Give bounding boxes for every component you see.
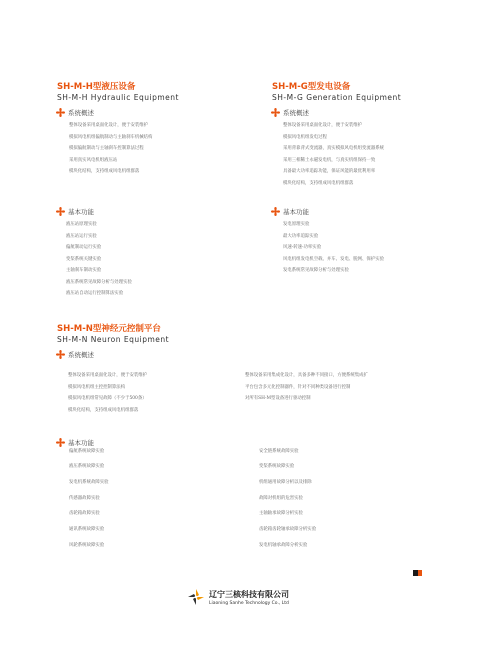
list-item: 整体设备采用桌面化设计，便于安装维护 — [68, 373, 148, 378]
list-item: 整体设备采用桌面化设计，便于安装维护 — [69, 123, 149, 128]
neuron-functions-right-list — [259, 428, 316, 554]
list-item: 液压系统故障实验 — [69, 464, 105, 470]
sanhe-logo-icon — [187, 588, 205, 606]
list-item: 齿轮箱齿轮轴承故障分析实验 — [259, 527, 317, 533]
section-label: 基本功能 — [283, 208, 309, 216]
list-item: 安全链系统故障实验 — [259, 448, 299, 454]
list-item: 整体设备采用桌面化设计，便于安装维护 — [283, 123, 363, 128]
list-item: 故障对机组的危害实验 — [259, 495, 303, 501]
list-item: 通讯系统故障实验 — [69, 527, 105, 533]
list-item: 发电原理实验 — [283, 222, 310, 227]
hydraulic-functions-list — [66, 219, 132, 300]
hydraulic-title-en: SH-M-H Hydraulic Equipment — [57, 93, 179, 102]
pinwheel-icon — [56, 207, 65, 216]
list-item: 发电机轴承故障分析实验 — [259, 542, 308, 548]
neuron-title-en: SH-M-N Neuron Equipment — [57, 335, 170, 344]
neuron-overview-heading — [56, 350, 94, 359]
list-item: 模拟风电机组偏航制动与主轴刹车机械结构 — [69, 134, 153, 140]
list-item: 模拟风电机组常见故障（不少于500条） — [68, 396, 147, 401]
list-item: 风电机组发电机空载、并车、发电、脱网、保护实验 — [283, 256, 384, 262]
hydraulic-overview-list — [69, 120, 152, 178]
list-item: 采用三相稀土永磁发电机，与真实机组保持一致 — [283, 157, 376, 163]
list-item: 模块化结构，支持组成风电机组群落 — [283, 180, 354, 186]
generation-overview-heading — [271, 108, 309, 117]
list-item: 对所有SH-M型设备进行驱动控制 — [245, 396, 311, 401]
company-logo — [187, 588, 289, 606]
hydraulic-functions-heading — [56, 207, 94, 216]
list-item: 最大功率追踪实验 — [283, 233, 319, 239]
generation-title-cn: SH-M-G型发电设备 — [272, 82, 351, 92]
list-item: 变桨系统故障实验 — [259, 464, 295, 470]
list-item: 液压站运行实验 — [66, 233, 97, 239]
list-item: 风速-转速-功率实验 — [283, 245, 322, 250]
pinwheel-icon — [271, 108, 280, 117]
list-item: 液压站自动运行控制算法实验 — [66, 291, 124, 296]
list-item: 发电系统常见故障分析与处理实验 — [283, 268, 349, 273]
neuron-title-cn: SH-M-N型神经元控制平台 — [57, 324, 161, 334]
list-item: 偏航制动运行实验 — [66, 245, 102, 250]
pinwheel-icon — [271, 207, 280, 216]
list-item: 平台包含多元化控制器件，针对不同种类设备进行控制 — [245, 384, 351, 390]
neuron-functions-left-list — [69, 428, 109, 554]
section-label: 系统概述 — [68, 351, 94, 359]
list-item: 模块化结构，支持组成风电机组群落 — [68, 407, 139, 413]
generation-title-en: SH-M-G Generation Equipment — [272, 93, 402, 102]
list-item: 主轴轴承故障分析实验 — [259, 511, 303, 517]
list-item: 偏航系统故障实验 — [69, 448, 105, 454]
list-item: 机组通用故障分析以及排除 — [259, 480, 312, 486]
section-label: 基本功能 — [68, 439, 94, 447]
hydraulic-overview-heading — [56, 108, 94, 117]
list-item: 发电机系统故障实验 — [69, 480, 109, 486]
list-item: 齿轮箱故障实验 — [69, 511, 100, 517]
generation-overview-list — [283, 120, 384, 189]
list-item: 模拟偏航制动与主轴刹车控制算法过程 — [69, 146, 144, 151]
pinwheel-icon — [56, 350, 65, 359]
list-item: 变桨系统关键实验 — [66, 256, 102, 262]
list-item: 液压系统常见故障分析与处理实验 — [66, 279, 132, 285]
list-item: 主轴刹车制动实验 — [66, 268, 102, 273]
list-item: 整体设备采用集成化设计，具备多种不同接口，方便系统集成扩 — [245, 373, 368, 378]
list-item: 具备最大功率追踪功能，保证风能的最优利用率 — [283, 169, 376, 174]
pinwheel-icon — [56, 108, 65, 117]
generation-functions-list — [283, 219, 384, 277]
neuron-overview-right-list — [245, 370, 368, 405]
company-name-en: Liaoning Sanhe Technology Co., Ltd — [209, 600, 289, 606]
list-item: 采用背靠背式变流器，真实模拟风电机组变流器系统 — [283, 146, 384, 151]
list-item: 风轮系统故障实验 — [69, 542, 105, 548]
pinwheel-icon — [56, 438, 65, 447]
section-label: 基本功能 — [68, 208, 94, 216]
generation-functions-heading — [271, 207, 309, 216]
list-item: 采用真实风电机组液压站 — [69, 157, 118, 163]
section-label: 系统概述 — [68, 109, 94, 117]
list-item: 传感器故障实验 — [69, 495, 100, 501]
list-item: 模拟风电机组发电过程 — [283, 134, 327, 140]
list-item: 模块化结构，支持组成风电机组群落 — [69, 169, 140, 174]
page-marker — [413, 570, 422, 576]
neuron-overview-left-list — [68, 370, 147, 416]
hydraulic-title-cn: SH-M-H型液压设备 — [57, 82, 136, 92]
section-label: 系统概述 — [283, 109, 309, 117]
list-item: 模拟风电机组主控控制算法构 — [68, 384, 126, 390]
list-item: 液压站原理实验 — [66, 222, 97, 227]
company-name-cn: 辽宁三核科技有限公司 — [209, 589, 289, 599]
